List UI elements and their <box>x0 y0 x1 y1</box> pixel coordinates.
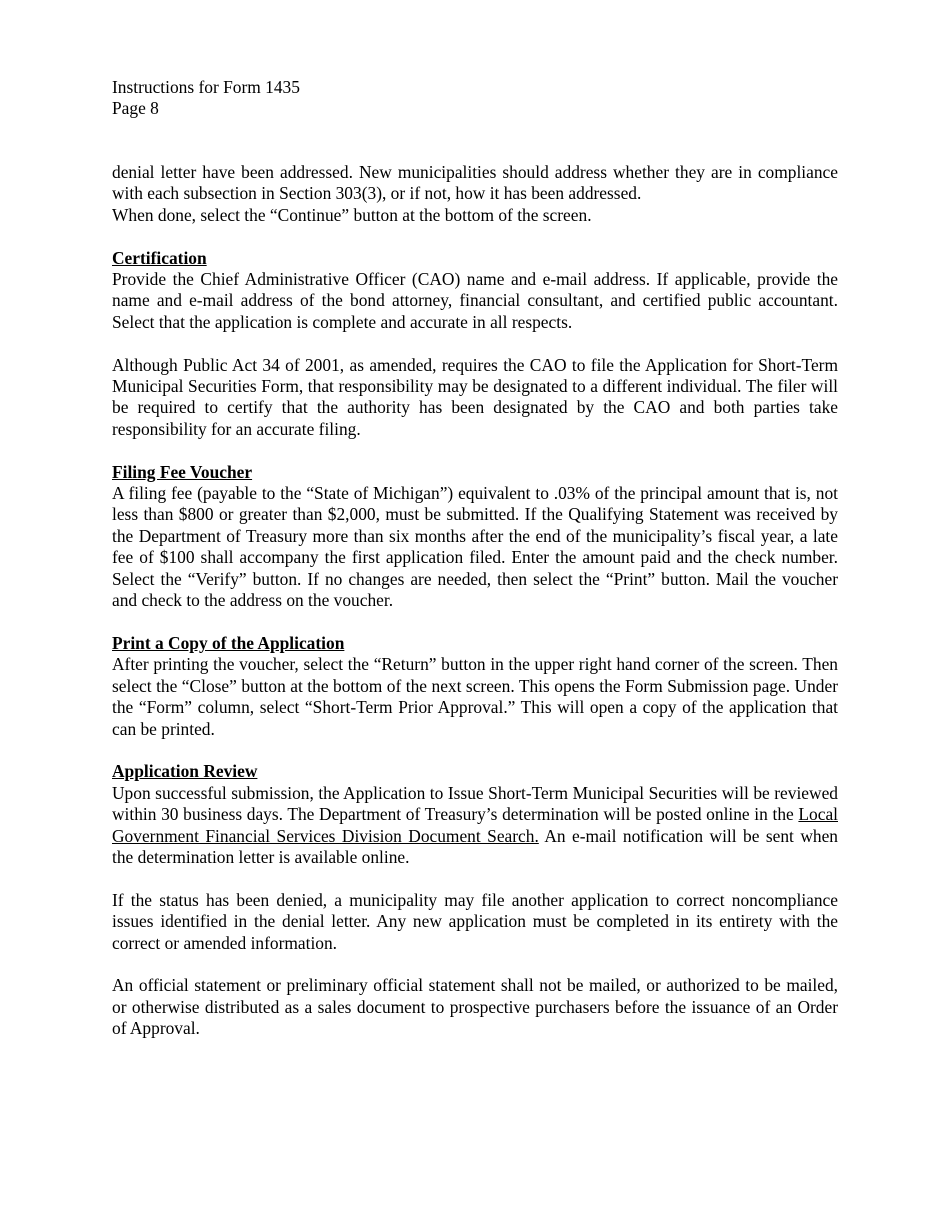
certification-paragraph-2: Although Public Act 34 of 2001, as amended, requires the CAO to file the Application for Short-Term Municipal Securities Form, that responsibility may be designated to a different individual. The filer will be required to certify that the authority has been designated by the CAO and both parties take responsibility for an accurate filing. <box>112 354 838 439</box>
continue-instruction: When done, select the “Continue” button at the bottom of the screen. <box>112 204 592 225</box>
filing-fee-paragraph: A filing fee (payable to the “State of Michigan”) equivalent to .03% of the principal amount that is, not less than $800 or greater than $2,000, must be submitted. If the Qualifying Statement was received by the Department of Treasury more than six months after the end of the municipality’s fiscal year, a late fee of $100 shall accompany the first application filed. Enter the amount paid and the check number. Select the “Verify” button. If no changes are needed, then select the “Print” button. Mail the voucher and check to the address on the voucher. <box>112 483 838 611</box>
review-text-after-link: An e-mail notification will be sent when the determination letter is available online. <box>112 825 839 867</box>
application-review-paragraph-3: An official statement or preliminary official statement shall not be mailed, or authorized to be mailed, or otherwise distributed as a sales document to prospective purchasers before the issuance of an Order of Approval. <box>112 975 838 1039</box>
print-copy-paragraph: After printing the voucher, select the “Return” button in the upper right hand corner of the screen. Then select the “Close” button at the bottom of the next screen. This opens the Form Submission page. Under the “Form” column, select “Short-Term Prior Approval.” This will open a copy of the application that can be printed. <box>112 654 838 739</box>
header-page-number: Page 8 <box>112 98 159 119</box>
page-header <box>112 77 300 120</box>
document-search-link[interactable]: Local Government Financial Services Division Document Search. <box>112 804 838 846</box>
application-review-paragraph-2: If the status has been denied, a municipality may file another application to correct noncompliance issues identified in the denial letter. Any new application must be completed in its entirety with the correct or amended information. <box>112 889 838 953</box>
intro-paragraph: denial letter have been addressed. New municipalities should address whether they are in compliance with each subsection in Section 303(3), or if not, how it has been addressed. <box>112 162 838 204</box>
application-review-paragraph-1 <box>112 783 838 869</box>
header-form-title: Instructions for Form 1435 <box>112 77 300 97</box>
application-review-heading: Application Review <box>112 761 258 782</box>
certification-heading: Certification <box>112 247 207 268</box>
filing-fee-heading: Filing Fee Voucher <box>112 461 253 482</box>
print-copy-heading: Print a Copy of the Application <box>112 632 345 653</box>
document-body <box>112 162 838 1040</box>
review-text-before-link: Upon successful submission, the Application to Issue Short-Term Municipal Securities will be reviewed within 30 business days. The Department of Treasury’s determination will be posted online in the <box>112 782 838 825</box>
certification-paragraph-1: Provide the Chief Administrative Officer (CAO) name and e-mail address. If applicable, provide the name and e-mail address of the bond attorney, financial consultant, and certified public accountant. Select that the application is complete and accurate in all respects. <box>112 269 838 332</box>
